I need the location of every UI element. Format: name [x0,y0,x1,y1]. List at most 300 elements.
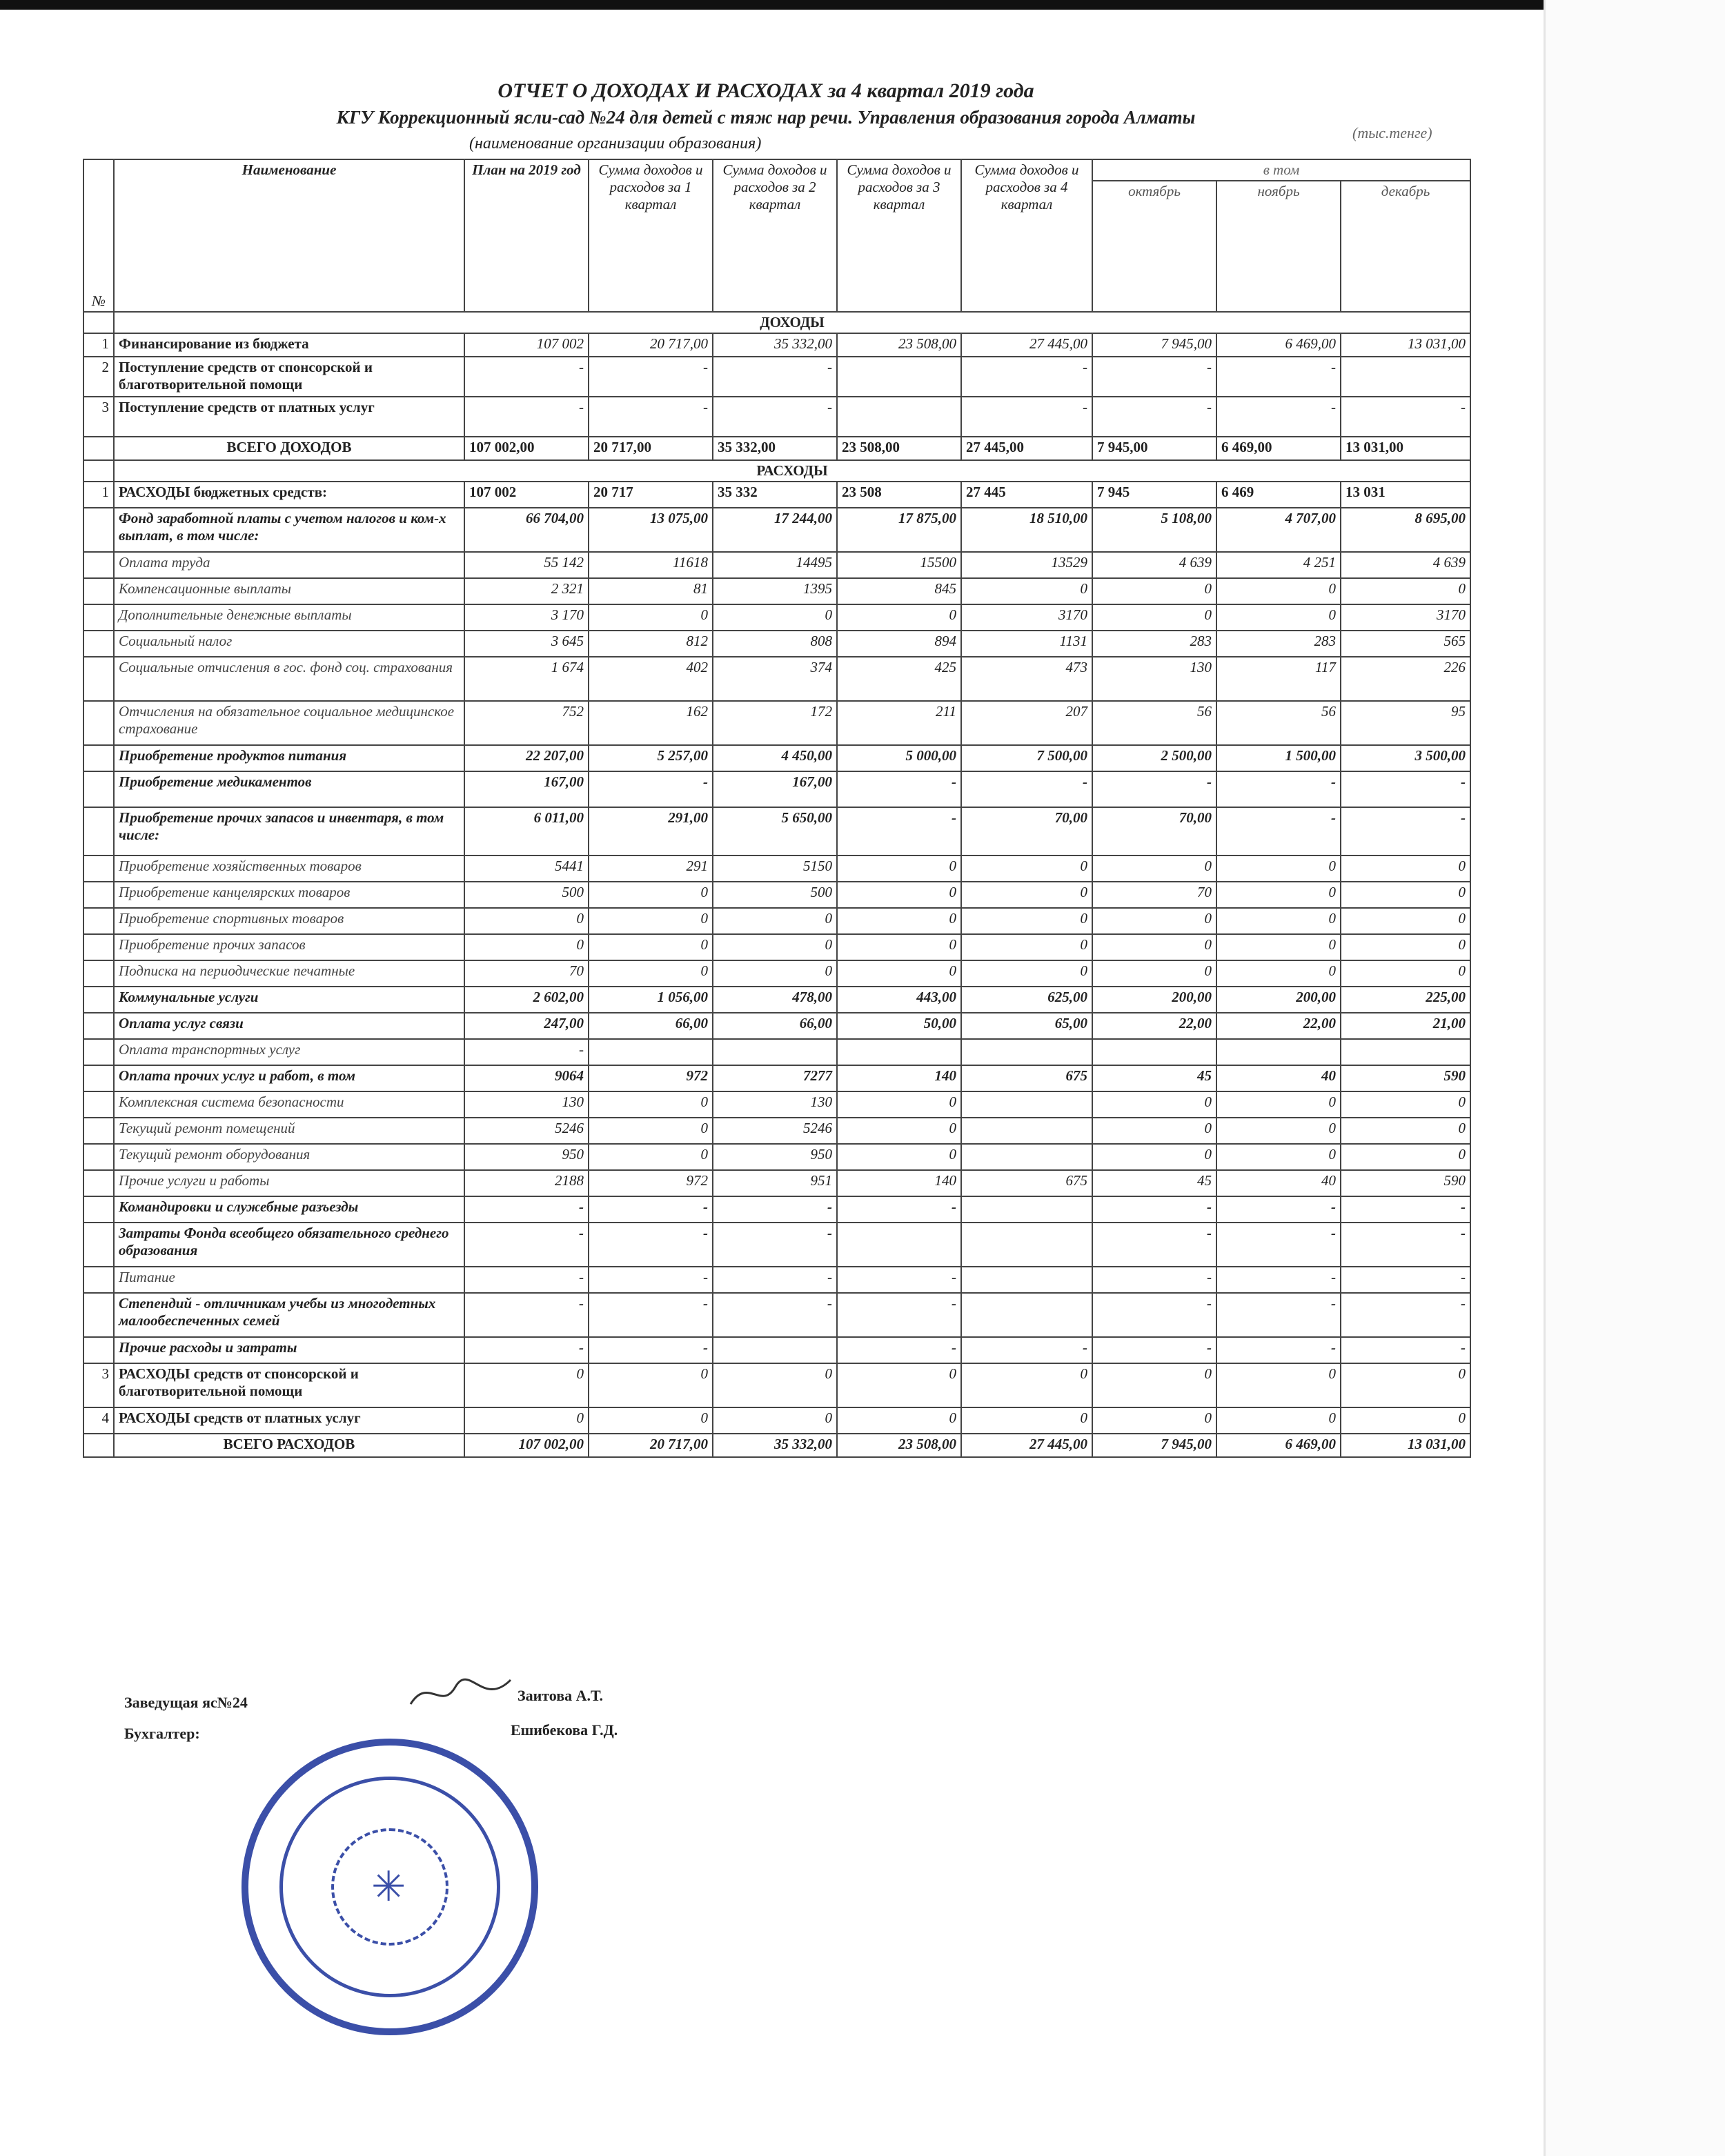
row-index [83,1013,114,1039]
cell-nov: 6 469 [1216,482,1341,508]
row-index [83,960,114,987]
cell-q3: 0 [837,1091,961,1118]
cell-q3: - [837,1267,961,1293]
cell-nov: 0 [1216,1407,1341,1434]
cell-q2: 0 [713,960,837,987]
row-index [83,1293,114,1337]
cell-q4: - [961,397,1092,437]
row-name: Командировки и служебные разъезды [114,1196,464,1223]
cell-q1: 20 717,00 [589,1434,713,1457]
cell-q4: 0 [961,1407,1092,1434]
cell-q3: 23 508,00 [837,437,961,460]
cell-q3: 0 [837,1407,961,1434]
expense-row [83,657,1470,701]
expense-row [83,631,1470,657]
row-index [83,437,114,460]
cell-q1: 291,00 [589,807,713,856]
cell-q2: - [713,357,837,397]
cell-dec: 590 [1341,1170,1470,1196]
cell-q2: 7277 [713,1065,837,1091]
cell-q3: 443,00 [837,987,961,1013]
cell-q2: 0 [713,1363,837,1407]
cell-q4 [961,1144,1092,1170]
row-name: Приобретение медикаментов [114,771,464,807]
col-num: № [83,159,114,312]
row-name: Поступление средств от платных услуг [114,397,464,437]
cell-q3: - [837,1196,961,1223]
cell-q1: 402 [589,657,713,701]
cell-dec: - [1341,1223,1470,1267]
cell-q3: 894 [837,631,961,657]
cell-oct: 7 945,00 [1092,333,1216,357]
cell-oct: 200,00 [1092,987,1216,1013]
row-name: Прочие расходы и затраты [114,1337,464,1363]
cell-q3: 0 [837,1118,961,1144]
cell-q3: 50,00 [837,1013,961,1039]
cell-dec: 226 [1341,657,1470,701]
cell-q2: 130 [713,1091,837,1118]
cell-q1: - [589,771,713,807]
cell-q1: 0 [589,1407,713,1434]
cell-oct: 0 [1092,960,1216,987]
cell-q4 [961,1118,1092,1144]
income-row [83,333,1470,357]
cell-q1: - [589,397,713,437]
row-name: Питание [114,1267,464,1293]
row-index [83,934,114,960]
cell-q1: 20 717 [589,482,713,508]
cell-q2: 500 [713,882,837,908]
cell-nov: 117 [1216,657,1341,701]
row-name: Оплата услуг связи [114,1013,464,1039]
col-nov: ноябрь [1216,181,1341,312]
cell-q3: 23 508,00 [837,1434,961,1457]
cell-q3: 23 508,00 [837,333,961,357]
row-index [83,578,114,604]
cell-q1: 0 [589,960,713,987]
cell-q3: 0 [837,882,961,908]
expense-row [83,807,1470,856]
cell-q1: 972 [589,1065,713,1091]
cell-q4: 207 [961,701,1092,745]
cell-q2: 5246 [713,1118,837,1144]
cell-plan: 950 [464,1144,589,1170]
income-total-row [83,437,1470,460]
expense-row [83,1363,1470,1407]
cell-dec: 3 500,00 [1341,745,1470,771]
official-stamp [241,1739,538,2035]
cell-q3: 140 [837,1170,961,1196]
cell-dec: 590 [1341,1065,1470,1091]
expense-row [83,960,1470,987]
cell-q4 [961,1267,1092,1293]
cell-dec: - [1341,397,1470,437]
row-name: Коммунальные услуги [114,987,464,1013]
income-row [83,397,1470,437]
cell-nov: 56 [1216,701,1341,745]
cell-q4: 473 [961,657,1092,701]
cell-q4: 675 [961,1065,1092,1091]
cell-q2 [713,1039,837,1065]
report-table [83,159,1471,1458]
cell-q2: 808 [713,631,837,657]
expense-row [83,1196,1470,1223]
cell-plan: 5246 [464,1118,589,1144]
cell-q4: 0 [961,908,1092,934]
expense-row [83,1337,1470,1363]
cell-q1: 0 [589,908,713,934]
cell-plan: 500 [464,882,589,908]
expense-row [83,578,1470,604]
cell-plan: 0 [464,1407,589,1434]
cell-nov: - [1216,1196,1341,1223]
row-name: Приобретение прочих запасов [114,934,464,960]
cell-dec: 0 [1341,1407,1470,1434]
row-name: Подписка на периодические печатные [114,960,464,987]
cell-q4: 65,00 [961,1013,1092,1039]
row-name: Социальные отчисления в гос. фонд соц. страхования [114,657,464,701]
cell-q4 [961,1039,1092,1065]
cell-plan: 107 002 [464,482,589,508]
cell-q1: 81 [589,578,713,604]
cell-oct: - [1092,1223,1216,1267]
head-name: Заитова А.Т. [518,1687,603,1704]
cell-nov [1216,1039,1341,1065]
cell-q1: - [589,1337,713,1363]
cell-dec: - [1341,807,1470,856]
cell-q3 [837,357,961,397]
cell-q1: - [589,1267,713,1293]
row-name: Поступление средств от спонсорской и благотворительной помощи [114,357,464,397]
cell-plan: - [464,1337,589,1363]
cell-q3: 23 508 [837,482,961,508]
cell-dec: 13 031 [1341,482,1470,508]
cell-nov: 22,00 [1216,1013,1341,1039]
cell-plan: 2 602,00 [464,987,589,1013]
expense-row [83,552,1470,578]
cell-oct: 0 [1092,604,1216,631]
row-index [83,882,114,908]
cell-oct: 2 500,00 [1092,745,1216,771]
cell-q2: 17 244,00 [713,508,837,552]
cell-q4: 27 445,00 [961,333,1092,357]
cell-nov: - [1216,1337,1341,1363]
row-index [83,987,114,1013]
cell-q3: - [837,1337,961,1363]
cell-nov: 6 469,00 [1216,437,1341,460]
cell-q3: 0 [837,604,961,631]
cell-oct: 7 945,00 [1092,437,1216,460]
cell-q2: 35 332,00 [713,1434,837,1457]
units-note: (тыс.тенге) [1352,124,1432,141]
expense-row [83,482,1470,508]
cell-nov: 0 [1216,856,1341,882]
cell-q4: 18 510,00 [961,508,1092,552]
income-section-label: ДОХОДЫ [114,312,1470,333]
cell-q4: 7 500,00 [961,745,1092,771]
cell-plan: - [464,1223,589,1267]
cell-q4: - [961,357,1092,397]
cell-q1: 20 717,00 [589,437,713,460]
row-index [83,1337,114,1363]
cell-dec: 0 [1341,908,1470,934]
cell-dec: 0 [1341,856,1470,882]
expense-row [83,1170,1470,1196]
cell-q3: 5 000,00 [837,745,961,771]
cell-plan: 6 011,00 [464,807,589,856]
row-index [83,1196,114,1223]
col-name: Наименование [114,159,464,312]
row-index [83,604,114,631]
row-name: Приобретение продуктов питания [114,745,464,771]
cell-q4 [961,1091,1092,1118]
cell-q1: - [589,1223,713,1267]
cell-q3: - [837,1293,961,1337]
cell-q3: - [837,807,961,856]
cell-dec: 0 [1341,1363,1470,1407]
expense-row [83,908,1470,934]
cell-oct: - [1092,1267,1216,1293]
expense-row [83,1293,1470,1337]
cell-plan: 3 170 [464,604,589,631]
cell-oct: - [1092,1196,1216,1223]
cell-oct: 0 [1092,908,1216,934]
cell-nov: 1 500,00 [1216,745,1341,771]
row-index [83,771,114,807]
cell-q4: 1131 [961,631,1092,657]
cell-plan: - [464,397,589,437]
cell-q4: 0 [961,1363,1092,1407]
cell-q2: - [713,1196,837,1223]
cell-nov: 0 [1216,934,1341,960]
cell-q3: 0 [837,934,961,960]
cell-q4: 625,00 [961,987,1092,1013]
cell-q2: 66,00 [713,1013,837,1039]
row-name: РАСХОДЫ бюджетных средств: [114,482,464,508]
cell-nov: 200,00 [1216,987,1341,1013]
cell-dec: 3170 [1341,604,1470,631]
cell-nov: 40 [1216,1065,1341,1091]
cell-q2: 14495 [713,552,837,578]
cell-q1: 0 [589,604,713,631]
row-index [83,1144,114,1170]
row-name: Фонд заработной платы с учетом налогов и ком-х выплат, в том числе: [114,508,464,552]
cell-oct: - [1092,397,1216,437]
cell-q3 [837,397,961,437]
cell-plan: 55 142 [464,552,589,578]
cell-q2: - [713,397,837,437]
emblem-star-icon: ✳ [371,1864,406,1910]
cell-dec [1341,1039,1470,1065]
cell-nov: 0 [1216,908,1341,934]
cell-q1: - [589,1196,713,1223]
cell-oct: 5 108,00 [1092,508,1216,552]
cell-plan: - [464,1039,589,1065]
cell-plan: 0 [464,1363,589,1407]
cell-q2: 0 [713,604,837,631]
col-q4: Сумма доходов и расходов за 4 квартал [961,159,1092,312]
col-plan: План на 2019 год [464,159,589,312]
cell-q4: 27 445,00 [961,1434,1092,1457]
cell-q1: 5 257,00 [589,745,713,771]
cell-dec: - [1341,771,1470,807]
row-index [83,701,114,745]
expense-total-row [83,1434,1470,1457]
row-index [83,631,114,657]
cell-q3: 0 [837,856,961,882]
cell-nov: 283 [1216,631,1341,657]
row-name: Затраты Фонда всеобщего обязательного среднего образования [114,1223,464,1267]
row-index: 3 [83,397,114,437]
cell-oct: 130 [1092,657,1216,701]
cell-q1: 972 [589,1170,713,1196]
row-name: РАСХОДЫ средств от платных услуг [114,1407,464,1434]
cell-q1: 66,00 [589,1013,713,1039]
cell-oct: 0 [1092,1144,1216,1170]
row-index [83,552,114,578]
cell-plan: 9064 [464,1065,589,1091]
row-name: Приобретение прочих запасов и инвентаря, в том числе: [114,807,464,856]
cell-dec: 0 [1341,1091,1470,1118]
cell-q3: 425 [837,657,961,701]
cell-plan: 247,00 [464,1013,589,1039]
cell-dec: 0 [1341,882,1470,908]
section-spacer [83,460,114,482]
row-index [83,1267,114,1293]
row-name: ВСЕГО ДОХОДОВ [114,437,464,460]
expense-row [83,745,1470,771]
cell-oct: 0 [1092,578,1216,604]
cell-oct: - [1092,771,1216,807]
cell-q1 [589,1039,713,1065]
expense-row [83,934,1470,960]
row-name: РАСХОДЫ средств от спонсорской и благотворительной помощи [114,1363,464,1407]
expense-row [83,987,1470,1013]
row-index [83,508,114,552]
cell-q3: 211 [837,701,961,745]
cell-plan: 107 002,00 [464,1434,589,1457]
cell-plan: 70 [464,960,589,987]
row-index [83,745,114,771]
expense-row [83,1407,1470,1434]
cell-plan: 0 [464,908,589,934]
cell-nov: - [1216,1293,1341,1337]
cell-q2: - [713,1293,837,1337]
cell-plan: 1 674 [464,657,589,701]
cell-q4: - [961,771,1092,807]
cell-plan: 752 [464,701,589,745]
cell-q1: - [589,357,713,397]
cell-nov: 40 [1216,1170,1341,1196]
cell-nov: 6 469,00 [1216,1434,1341,1457]
cell-nov: - [1216,807,1341,856]
expense-row [83,1091,1470,1118]
row-name: Приобретение спортивных товаров [114,908,464,934]
cell-dec: 21,00 [1341,1013,1470,1039]
cell-q2: 35 332 [713,482,837,508]
cell-nov: 0 [1216,960,1341,987]
cell-q2: 951 [713,1170,837,1196]
cell-plan: 22 207,00 [464,745,589,771]
expense-row [83,771,1470,807]
cell-q3: - [837,771,961,807]
expense-section-label: РАСХОДЫ [114,460,1470,482]
cell-q4: 0 [961,934,1092,960]
cell-dec: - [1341,1337,1470,1363]
cell-q2: 478,00 [713,987,837,1013]
cell-plan: 66 704,00 [464,508,589,552]
col-dec: декабрь [1341,181,1470,312]
cell-dec [1341,357,1470,397]
cell-nov: - [1216,1267,1341,1293]
cell-q4: 13529 [961,552,1092,578]
cell-q3: 140 [837,1065,961,1091]
scan-margin [1544,0,1725,2156]
cell-oct: 0 [1092,1118,1216,1144]
org-note: (наименование организации образования) [469,135,762,152]
row-index [83,1118,114,1144]
cell-q4: 3170 [961,604,1092,631]
cell-nov: - [1216,357,1341,397]
row-name: Текущий ремонт оборудования [114,1144,464,1170]
row-name: ВСЕГО РАСХОДОВ [114,1434,464,1457]
cell-q4: 27 445,00 [961,437,1092,460]
cell-oct: 7 945,00 [1092,1434,1216,1457]
cell-q2: 0 [713,908,837,934]
cell-plan: 2 321 [464,578,589,604]
cell-dec: 0 [1341,1118,1470,1144]
cell-oct: 0 [1092,934,1216,960]
cell-nov: 0 [1216,1144,1341,1170]
report-subtitle: КГУ Коррекционный ясли-сад №24 для детей с тяж нар речи. Управления образования города Алматы [336,107,1196,128]
row-name: Степендий - отличникам учебы из многодетных малообеспеченных семей [114,1293,464,1337]
cell-q3: 17 875,00 [837,508,961,552]
cell-q2: - [713,1223,837,1267]
cell-q3 [837,1223,961,1267]
report-sheet [76,41,1539,2111]
row-index: 4 [83,1407,114,1434]
cell-q1: 0 [589,1363,713,1407]
cell-oct: 0 [1092,1363,1216,1407]
cell-q1: 0 [589,1144,713,1170]
cell-oct: 0 [1092,1407,1216,1434]
cell-nov: 0 [1216,1091,1341,1118]
cell-dec: 0 [1341,578,1470,604]
cell-nov: 0 [1216,1118,1341,1144]
row-index: 1 [83,333,114,357]
row-name: Дополнительные денежные выплаты [114,604,464,631]
report-title: ОТЧЕТ О ДОХОДАХ И РАСХОДАХ за 4 квартал 2019 года [497,79,1034,102]
row-index: 1 [83,482,114,508]
cell-nov: 0 [1216,1363,1341,1407]
cell-q4 [961,1293,1092,1337]
cell-q2: 374 [713,657,837,701]
cell-oct: 70,00 [1092,807,1216,856]
cell-q4: 0 [961,960,1092,987]
cell-q1: 0 [589,1118,713,1144]
row-index: 3 [83,1363,114,1407]
cell-dec: 0 [1341,934,1470,960]
cell-dec: 225,00 [1341,987,1470,1013]
cell-plan: 167,00 [464,771,589,807]
row-name: Приобретение хозяйственных товаров [114,856,464,882]
cell-q1: 0 [589,1091,713,1118]
cell-q2: 0 [713,934,837,960]
cell-q3: 845 [837,578,961,604]
expense-row [83,1039,1470,1065]
row-name: Компенсационные выплаты [114,578,464,604]
cell-dec: 4 639 [1341,552,1470,578]
